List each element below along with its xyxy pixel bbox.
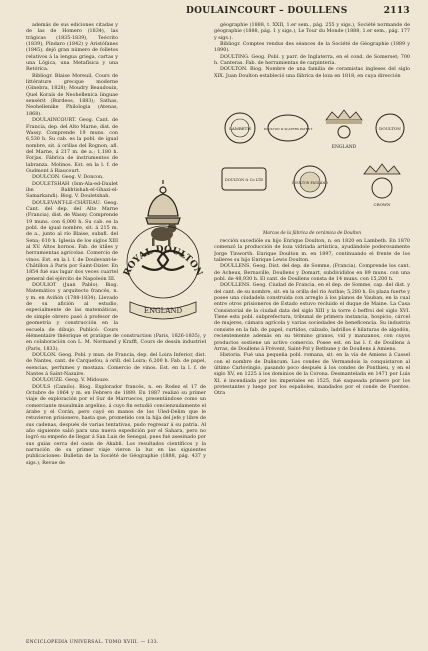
entry-doulting: DOULTING. Geog. Pobl. y parr. de Inglaterra, en el cond. de Somerset; 700 h. Canteras. Fab. de herramientas de carpintería.: [214, 53, 410, 67]
mark-england-crown: [326, 110, 362, 150]
mark-doulton-england: [292, 166, 328, 198]
entry-douls: DOULS (Camilo). Biog. Explorador francés, n. en Rodez el 17 de Octubre de 1864 y m. en Febrero de 1889. En 1887 realizó su primer viaje de exploración por el Sur de Marruecos, presentándose como un comerciante musulmán argelino, á cuyo fin estudió concienzudamente el árabe y el Corán, pero cayó en manos de los Uled-Delim que le retuvieron prisionero, hasta que, prometido con la hija del jefe y libre de sus cadenas, después de varias tentativas, pudo regresar á su patria. Al año siguiente salió para una nueva expedición por el Sahara, pero no logró su empeño de llegar á San Luis de Senegal, pues fué asesinado por sus guías cerca del oasis de Akabli. Los resultados científicos y la narración de su primer viaje vieron la luz en las siguientes publicaciones: Bulletin de la Société de Géographie (1888, pág. 437 y sigs.), Revue de: [26, 383, 206, 466]
paragraph: géographie (1888, t. XXII, 1.er sem., pág. 255 y sigs.), Société normande de géographie (1888, pág. 1 y sigs.), Le Tour du Monde (1888, 1.er sem., pág. 177 y sigs.).: [214, 22, 410, 41]
mark-lambeth: [225, 113, 255, 143]
svg-text:DOULTON & SLATERS PATENT: DOULTON & SLATERS PATENT: [263, 127, 313, 131]
entry-doullens-dist: DOULLENS. Geog. Dist. del dep. de Somme, (Francia). Comprende los cant. de Acheux, Bernaville, Doullens y Domart, subdivididos en 89 muns. con una pobl. de 48,930 h. El cant. de Doullens consta de 14 muns. con 15,200 h.: [214, 263, 410, 283]
doulton-marks-figure: [214, 108, 410, 230]
running-head: [26, 6, 410, 20]
paragraph: además de sus ediciones citadas y de las de Homero (1834), las trágicas (1835-1839), Teócrito (1839), Píndaro (1842) y Aristófanes (1845), dejó gran número de folletos relativos á la lengua griega, cartas y una Lógica, una Metafísica y una Retórica.: [26, 22, 118, 73]
entry-doulaincourt: DOULAINCOURT. Geog. Cant. de Francia, dep. del Alto Marne, dist. de Wassy. Comprende 19 muns. con 6,530 h. Su cab. es la pobl. de igual nombre, sit. á orillas del Rognon, afl. del Marne, á 217 m. de a.; 1,180 h. Forjas. Fábrica de instrumentos de labranza. Molinos. Est. en la l. f. de Gudmont á Riaucourt.: [26, 117, 118, 174]
mark-doulton-slaters: [264, 115, 313, 141]
page-footer: ENCICLOPEDIA UNIVERSAL. TOMO XVIII. — 133.: [26, 640, 159, 645]
entry-doulton: DOULTON. Biog. Nombre de una familia de ceramistas ingleses del siglo XIX. Juan Doulton estableció una fábrica de loza en 1818, en cuya dirección: [214, 66, 410, 79]
paragraph: Bibliogr. Comptes rendus des séances de la Société de Géographie (1889 y 1890).: [214, 41, 410, 54]
paragraph: rección sucedióle su hijo Enrique Doulton, n. en 1820 en Lambeth. En 1870 comenzó la producción de loza vidriada artística, ayudándole poderosamente Jorge Tinworth. Enrique Doulton m. en 1897, continuando el frente de los talleres su hijo Enrique Lewis Doulton.: [214, 238, 410, 264]
page-number: 2113: [383, 6, 410, 16]
svg-text:CROWN: CROWN: [373, 202, 391, 207]
svg-text:DOULTON ENGLAND: DOULTON ENGLAND: [292, 181, 328, 185]
figure-caption: Marcas de la fábrica de cerámica de Doulton: [262, 231, 362, 236]
mark-country-text: ENGLAND: [143, 307, 183, 315]
royal-doulton-mark-figure: [120, 176, 206, 332]
svg-text:DOULTON & Co LTD: DOULTON & Co LTD: [224, 178, 264, 182]
entry-douliot: DOULIOT (Juan Pablo). Biog. Matemático y arquitecto francés, n. y m. en Aviñón (1788-1834). Llevado de su afición al estudio, especialmente de las matemáticas, de simple obrero pasó á profesor de geometría y construcción en la escuela de dibujo. Publicó: Cours élémentaire théorique et pratique de construction (Paris, 1826-1835), y en colaboración con L. M. Normand y Krafft, Cours de dessin industriel (Paris, 1833).: [26, 282, 206, 352]
svg-text:LAMBETH: LAMBETH: [229, 126, 251, 131]
paragraph: Bibliogr. Blaise Moreuil, Cours de littérature grecque moderne (Ginebra, 1828); Moudry Beaudouin, Quel Koraís de Neohellenica linguae sensérit (Burdeos, 1883); Sathas, Neohellenike Philologia (Atenas, 1868).: [26, 72, 118, 117]
entry-douletshah: DOULETSHAH (Ism-Ala-ed-Daulet ibn Bakhtishah-el-Ghazi-el-Samarkandi). Biog. V. Douletshah.: [26, 180, 118, 200]
mark-ring-text: ROYAL DOULTON: [122, 244, 204, 278]
mark-crown: [364, 164, 400, 207]
entry-doulouze: DOULOUZE. Geog. V. Midouze.: [32, 377, 110, 384]
entry-doulcon: DOULCON. Geog. V. Doncon.: [32, 174, 104, 181]
crown-icon: [146, 180, 180, 224]
mark-doulton-co: [222, 168, 266, 190]
svg-text:ENGLAND: ENGLAND: [331, 145, 357, 150]
entry-doullens-history: Historia. Fué una pequeña pobl. romana, sit. en la vía de Amiens á Cassel con el nombre de Dulincum. Los condes de Vermandois la conquistaron al último Carlovingio, pasando poco después á los condes de Ponthieu, y en el siglo XV, en 1225 á los dominios de la Corona. Desmantelada en 1471 por Luis XI, é incendiada por los imperiales en 1525, fué saqueada primero por los protestantes y luego por los españoles, mandados por el conde de Fuentes. Otra: [214, 352, 410, 397]
mark-doulton-circle: [376, 114, 404, 142]
svg-text:DOULTON: DOULTON: [379, 126, 401, 131]
entry-doulevant: DOULEVANT-LE-CHÂTEAU. Geog. Cant. del dep. del Alto Marne (Francia), dist. de Wassy. Comprende 19 muns. con 6,000 h. Su cab. es la pobl. de igual nombre, sit. á 215 m. de a., junto al río Blaise, subafl. del Sena; 610 h. Iglesia de los siglos XIII al XV. Altos hornos. Fab. de útiles y herramientas agrícolas. Comercio de vinos. Est. en la l. f. de Doulevant-le-Châtillon á Paris por Saint-Dizier. En 1854 fué sus lugar dos veces cuartel general del ejército de Napoleón III.: [26, 199, 118, 282]
entry-doulon: DOULON. Geog. Pobl. y mun. de Francia, dep. del Loira Inferior, dist. de Nantes, cant. de Carquefou, á orill. del Loira; 6,200 h. Fab. de papel, esencias, perfumes y mostaza. Comercio de vinos. Est. en la l. f. de Nantes á Saint-Nazaire.: [26, 351, 206, 377]
page-title: DOULAINCOURT – DOULLENS: [186, 6, 348, 16]
entry-doullens-city: DOULLENS. Geog. Ciudad de Francia, en el dep. de Somme, cap. del dist. y del cant. de su nombre, sit. en la orilla del río Authie; 5,280 h. Es plaza fuerte y posee una ciudadela construida con arreglo á los planos de Vauban, en la cual entre otros prisioneros de Estado estuvo recluido el duque de Maine. La Casa Consistorial de la ciudad data del siglo XIII y la torre ó beffroi del siglo XVI. Tiene esta pobl. subprefectura, tribunal de primera instancia, hospicio, cárcel de mujeres, cámara agrícola y varias sociedades de beneficencia. Su industria consiste en la fab. de papel, curtidos, calzado, ladrillos é hilaturas de algodón, recientemente además en su término granos, vid y manzanos, con cuyos productos sostiene un activo comercio. Posee est. en las l. f. de Doullens á Arras, de Doullens á Frévent, Saint-Pol y Bethune y de Doullens á Amiens.: [214, 282, 410, 352]
